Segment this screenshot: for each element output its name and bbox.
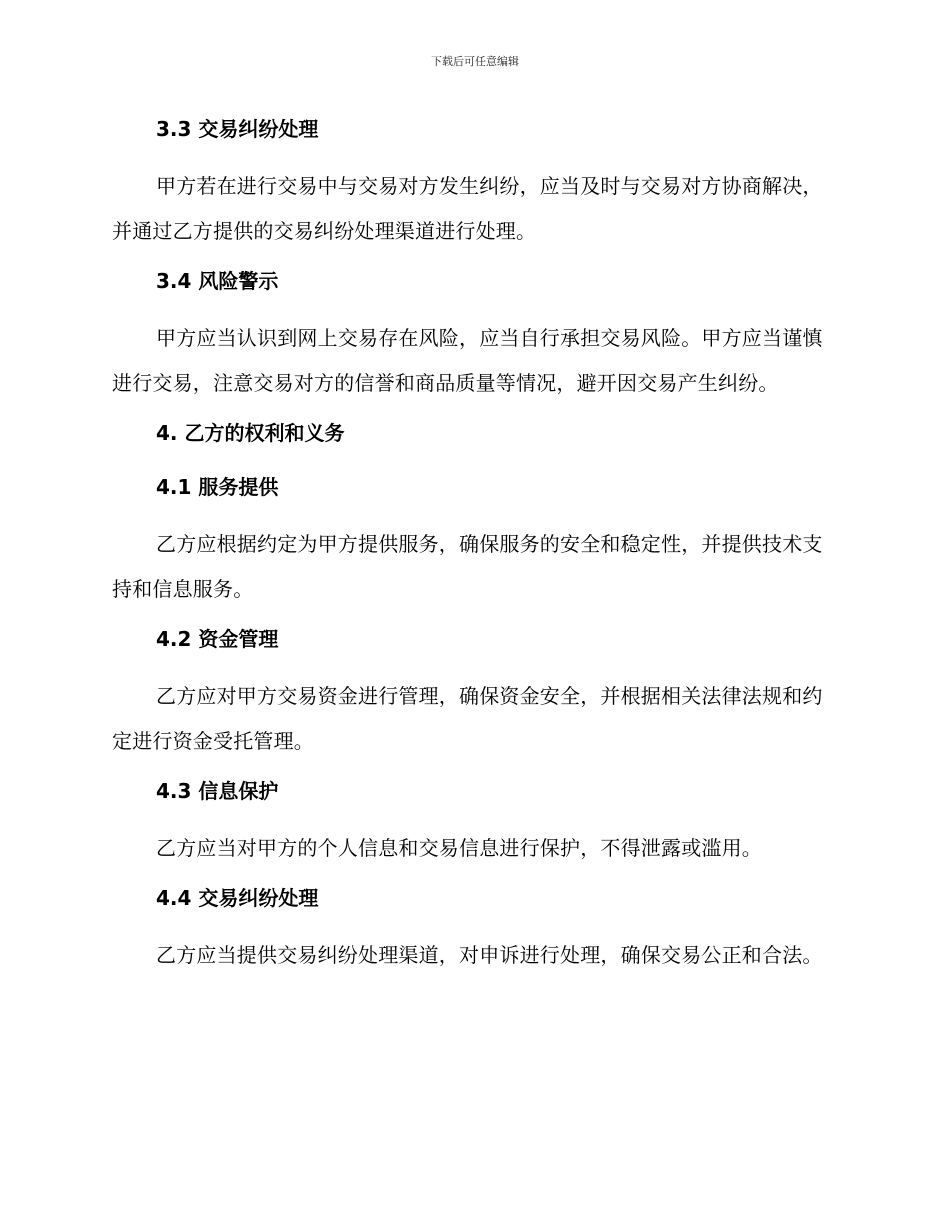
document-body — [112, 112, 832, 978]
section-heading-4-3: 4.3 信息保护 — [156, 779, 279, 803]
section-heading-3-3: 3.3 交易纠纷处理 — [156, 117, 319, 141]
section-heading-4-4: 4.4 交易纠纷处理 — [156, 886, 319, 910]
section-paragraph-3-4: 甲方应当认识到网上交易存在风险，应当自行承担交易风险。甲方应当谨慎进行交易，注意交易对方的信誉和商品质量等情况，避开因交易产生纠纷。 — [112, 326, 823, 395]
section-heading-4: 4. 乙方的权利和义务 — [156, 421, 345, 445]
section-heading-3-4: 3.4 风险警示 — [156, 269, 279, 293]
section-paragraph-4-3: 乙方应当对甲方的个人信息和交易信息进行保护，不得泄露或滥用。 — [156, 836, 762, 860]
section-paragraph-4-4: 乙方应当提供交易纠纷处理渠道，对申诉进行处理，确保交易公正和合法。 — [156, 943, 823, 967]
section-paragraph-3-3: 甲方若在进行交易中与交易对方发生纠纷，应当及时与交易对方协商解决，并通过乙方提供的交易纠纷处理渠道进行处理。 — [112, 174, 823, 243]
section-paragraph-4-2: 乙方应对甲方交易资金进行管理，确保资金安全，并根据相关法律法规和约定进行资金受托管理。 — [112, 684, 823, 753]
section-paragraph-4-1: 乙方应根据约定为甲方提供服务，确保服务的安全和稳定性，并提供技术支持和信息服务。 — [112, 532, 823, 601]
section-heading-4-1: 4.1 服务提供 — [156, 475, 279, 499]
section-heading-4-2: 4.2 资金管理 — [156, 627, 279, 651]
page-header: 下载后可任意编辑 — [431, 55, 519, 68]
